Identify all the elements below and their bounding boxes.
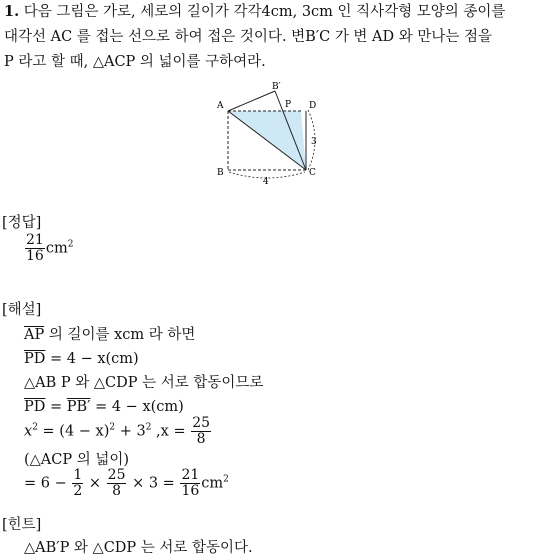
label-side-3: 3 (311, 137, 317, 147)
fold-figure (205, 80, 335, 190)
half-num: 1 (73, 467, 83, 483)
x-denominator: 8 (196, 431, 206, 447)
var-x: x (24, 423, 33, 440)
label-c: C (309, 168, 316, 178)
equals-sign: = (45, 399, 67, 415)
calc-unit-exp: 2 (223, 474, 229, 485)
explanation-line-4 (24, 397, 184, 417)
label-b-prime: B′ (272, 82, 281, 92)
answer-fraction (25, 233, 45, 264)
segment-pd-label-2: $\overline{PD}$ (24, 399, 46, 415)
problem-text-1: 다음 그림은 가로, 세로의 길이가 각각4cm, 3cm 인 직사각형 모양의 종이를 (23, 4, 506, 20)
segment-ab-prime (228, 91, 275, 111)
answer-denominator: 16 (26, 248, 44, 264)
segment-pd-label: $\overline{PD}$ (24, 351, 46, 367)
problem-line-3: P 라고 할 때, △ACP 의 넓이를 구하여라. (4, 54, 266, 70)
problem-number: 1. (4, 3, 20, 20)
answer-header: [정답] (2, 215, 42, 231)
explanation-line-7 (24, 468, 229, 499)
label-side-4: 4 (263, 177, 269, 187)
label-d: D (309, 101, 317, 111)
label-p: P (285, 100, 292, 110)
explanation-text-2: = 4 − x(cm) (45, 351, 139, 367)
hint-header: [힌트] (2, 517, 42, 533)
explanation-text-1: 의 길이를 xcm 라 하면 (44, 327, 196, 343)
label-a: A (217, 101, 224, 111)
exp-b: 2 (109, 422, 116, 433)
eq-part: = (4 − x) (37, 423, 110, 440)
explanation-line-5 (24, 416, 212, 447)
segment-pb-prime-label: PB′ (66, 399, 91, 415)
frac-25-8 (107, 468, 127, 499)
frac3-num: 21 (181, 467, 200, 483)
x-numerator: 25 (192, 415, 211, 431)
problem-line-2: 대각선 AC 를 접는 선으로 하여 접은 것이다. 변B′C 가 변 AD 와 만나는 점을 (4, 29, 493, 45)
exp-c: 2 (145, 422, 152, 433)
comma-part: ,x = (151, 423, 191, 440)
calc-a: = 6 − (24, 475, 72, 492)
explanation-line-2 (24, 349, 139, 369)
exp-a: 2 (32, 422, 38, 433)
segment-ap-label: $\overline{AP}$ (24, 327, 45, 343)
calc-unit: cm (201, 475, 224, 492)
explanation-line-6: (△ACP 의 넓이) (24, 452, 130, 468)
explanation-line-3: △AB P 와 △CDP 는 서로 합동이므로 (24, 375, 264, 391)
problem-line-1 (4, 2, 505, 22)
frac2-num: 25 (107, 467, 126, 483)
half-den: 2 (73, 483, 83, 499)
explanation-header: [해설] (2, 302, 42, 318)
frac3-den: 16 (181, 483, 200, 499)
explanation-line-1 (24, 325, 195, 345)
hint-text: △AB′P 와 △CDP 는 서로 합동이다. (24, 540, 253, 556)
plus-part: + 3 (115, 423, 146, 440)
answer-unit: cm (45, 240, 68, 257)
times-sign: × (84, 475, 106, 492)
label-b: B (217, 168, 224, 178)
frac-21-16 (180, 468, 200, 499)
calc-b: × 3 = (127, 475, 180, 492)
answer-numerator: 21 (26, 232, 44, 248)
frac-one-half (72, 468, 83, 499)
frac2-den: 8 (112, 483, 122, 499)
answer-value (24, 233, 73, 264)
explanation-text-4: = 4 − x(cm) (90, 399, 184, 415)
x-fraction (191, 416, 211, 447)
answer-unit-exponent: 2 (67, 239, 74, 250)
